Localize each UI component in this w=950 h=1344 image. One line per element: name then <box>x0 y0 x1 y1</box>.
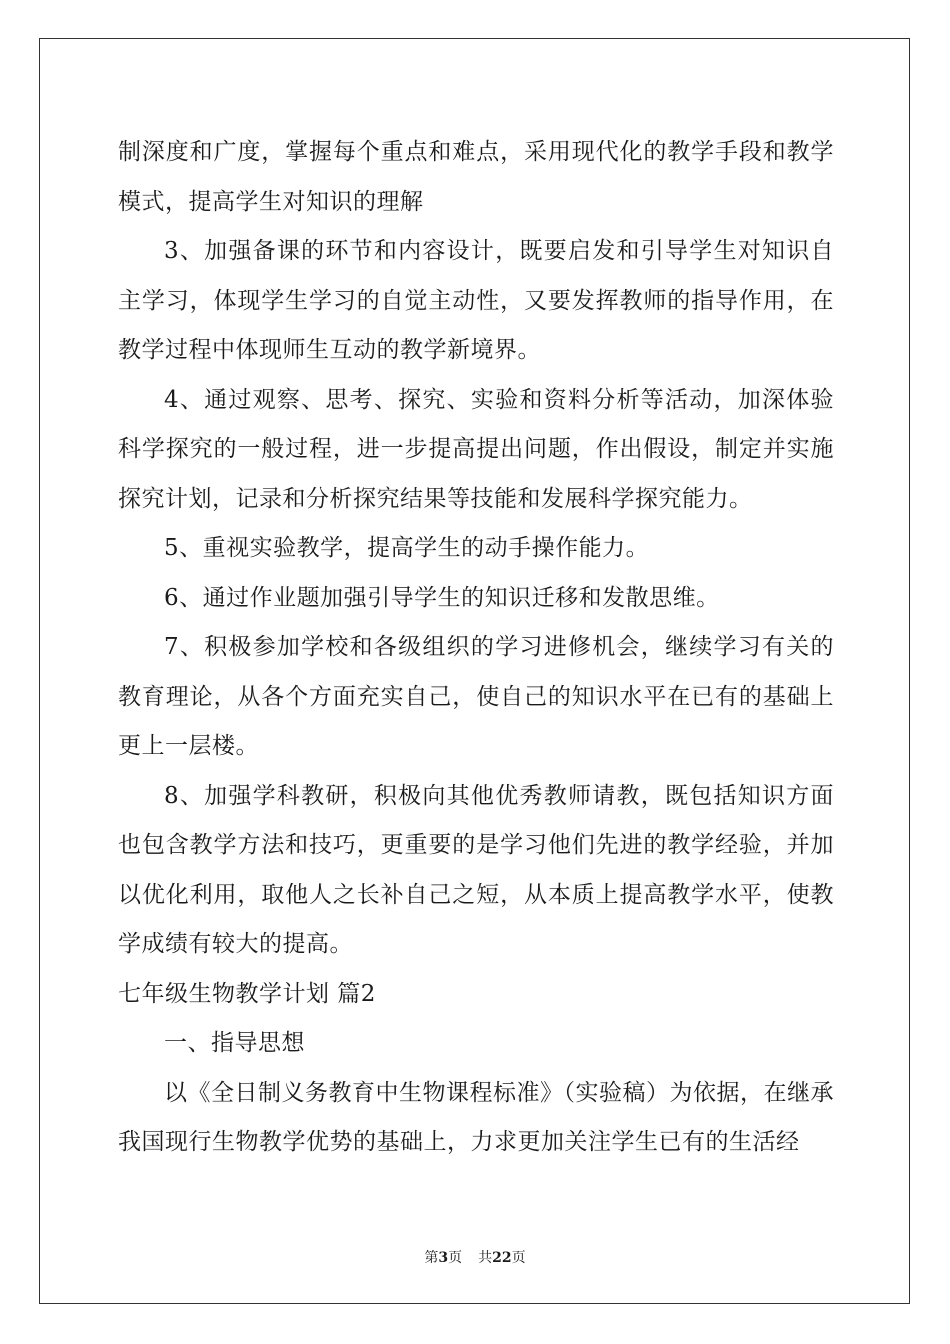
paragraph-item-5: 5、重视实验教学，提高学生的动手操作能力。 <box>164 535 650 561</box>
paragraph-guiding-ideology: 以《全日制义务教育中生物课程标准》（实验稿）为依据，在继承我国现行生物教学优势的基础上，力求更加关注学生已有的生活经 <box>118 1079 834 1155</box>
paragraph-item-6: 6、通过作业题加强引导学生的知识迁移和发散思维。 <box>164 584 720 611</box>
total-prefix: 共 <box>478 1250 493 1266</box>
paragraph-item-4: 4、通过观察、思考、探究、实验和资料分析等活动，加深体验科学探究的一般过程，进一步提高提出问题，作出假设，制定并实施探究计划，记录和分析探究结果等技能和发展科学探究能力。 <box>118 386 834 512</box>
page-prefix: 第 <box>424 1250 439 1266</box>
paragraph-item-7: 7、积极参加学校和各级组织的学习进修机会，继续学习有关的教育理论，从各个方面充实自己，使自己的知识水平在已有的基础上更上一层楼。 <box>118 634 834 759</box>
subsection-heading: 一、指导思想 <box>164 1030 305 1056</box>
page-number: 3 <box>438 1250 449 1266</box>
total-suffix: 页 <box>511 1250 526 1266</box>
paragraph-item-3: 3、加强备课的环节和内容设计，既要启发和引导学生对知识自主学习，体现学生学习的自觉主动性，又要发挥教师的指导作用，在教学过程中体现师生互动的教学新境界。 <box>118 238 834 363</box>
paragraph-continuation: 制深度和广度，掌握每个重点和难点，采用现代化的教学手段和教学模式，提高学生对知识的理解 <box>118 139 834 215</box>
section-heading: 七年级生物教学计划 篇2 <box>118 980 376 1007</box>
document-body <box>118 128 834 1168</box>
total-pages: 22 <box>492 1250 512 1266</box>
page-suffix: 页 <box>448 1250 463 1266</box>
page-footer <box>0 1247 950 1267</box>
paragraph-item-8: 8、加强学科教研，积极向其他优秀教师请教，既包括知识方面也包含教学方法和技巧，更重要的是学习他们先进的教学经验，并加以优化利用，取他人之长补自己之短，从本质上提高教学水平，使教学成绩有较大的提高。 <box>118 782 834 957</box>
